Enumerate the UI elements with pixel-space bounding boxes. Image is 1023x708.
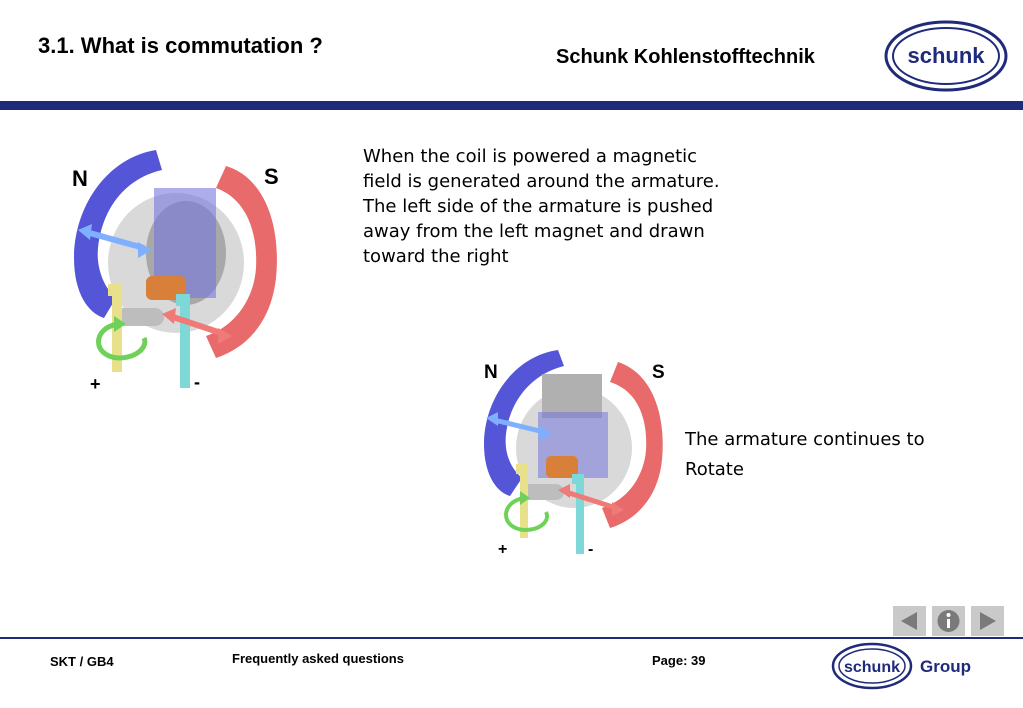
footer-divider: [0, 637, 1023, 639]
page-title: 3.1. What is commutation ?: [38, 33, 323, 58]
footer-section: Frequently asked questions: [232, 651, 404, 666]
text-line: field is generated around the armature.: [363, 171, 720, 192]
text-line: The armature continues to: [685, 429, 925, 450]
logo-text: schunk: [843, 659, 901, 676]
explanation-paragraph-1: [363, 144, 783, 269]
group-text: Group: [920, 657, 971, 676]
text-line: Rotate: [685, 459, 744, 480]
text-line: When the coil is powered a magnetic: [363, 146, 698, 167]
motor-illustration-1: [66, 148, 296, 398]
triangle-right-icon: [971, 606, 1004, 636]
header-divider: [0, 101, 1023, 110]
explanation-paragraph-2: [685, 425, 1005, 485]
company-name: Schunk Kohlenstofftechnik: [556, 46, 815, 68]
south-label: S: [264, 164, 279, 189]
north-label: N: [72, 166, 88, 191]
triangle-left-icon: [893, 606, 926, 636]
plus-label: +: [90, 374, 101, 394]
minus-label: -: [194, 372, 200, 392]
schunk-group-logo: [830, 641, 980, 691]
info-button[interactable]: [932, 606, 965, 636]
logo-text: schunk: [907, 43, 985, 68]
schunk-logo: [884, 20, 1008, 92]
footer-department: SKT / GB4: [50, 654, 114, 669]
page-number: Page: 39: [652, 653, 706, 668]
text-line: toward the right: [363, 246, 509, 267]
previous-slide-button[interactable]: [893, 606, 926, 636]
text-line: away from the left magnet and drawn: [363, 221, 705, 242]
info-icon: [932, 606, 965, 636]
next-slide-button[interactable]: [971, 606, 1004, 636]
text-line: The left side of the armature is pushed: [363, 196, 714, 217]
armature-top: [542, 374, 602, 418]
motor-illustration-2: [478, 348, 678, 563]
plus-label: +: [498, 541, 508, 558]
south-label: S: [652, 362, 665, 383]
north-label: N: [484, 362, 498, 383]
minus-label: -: [588, 541, 594, 558]
